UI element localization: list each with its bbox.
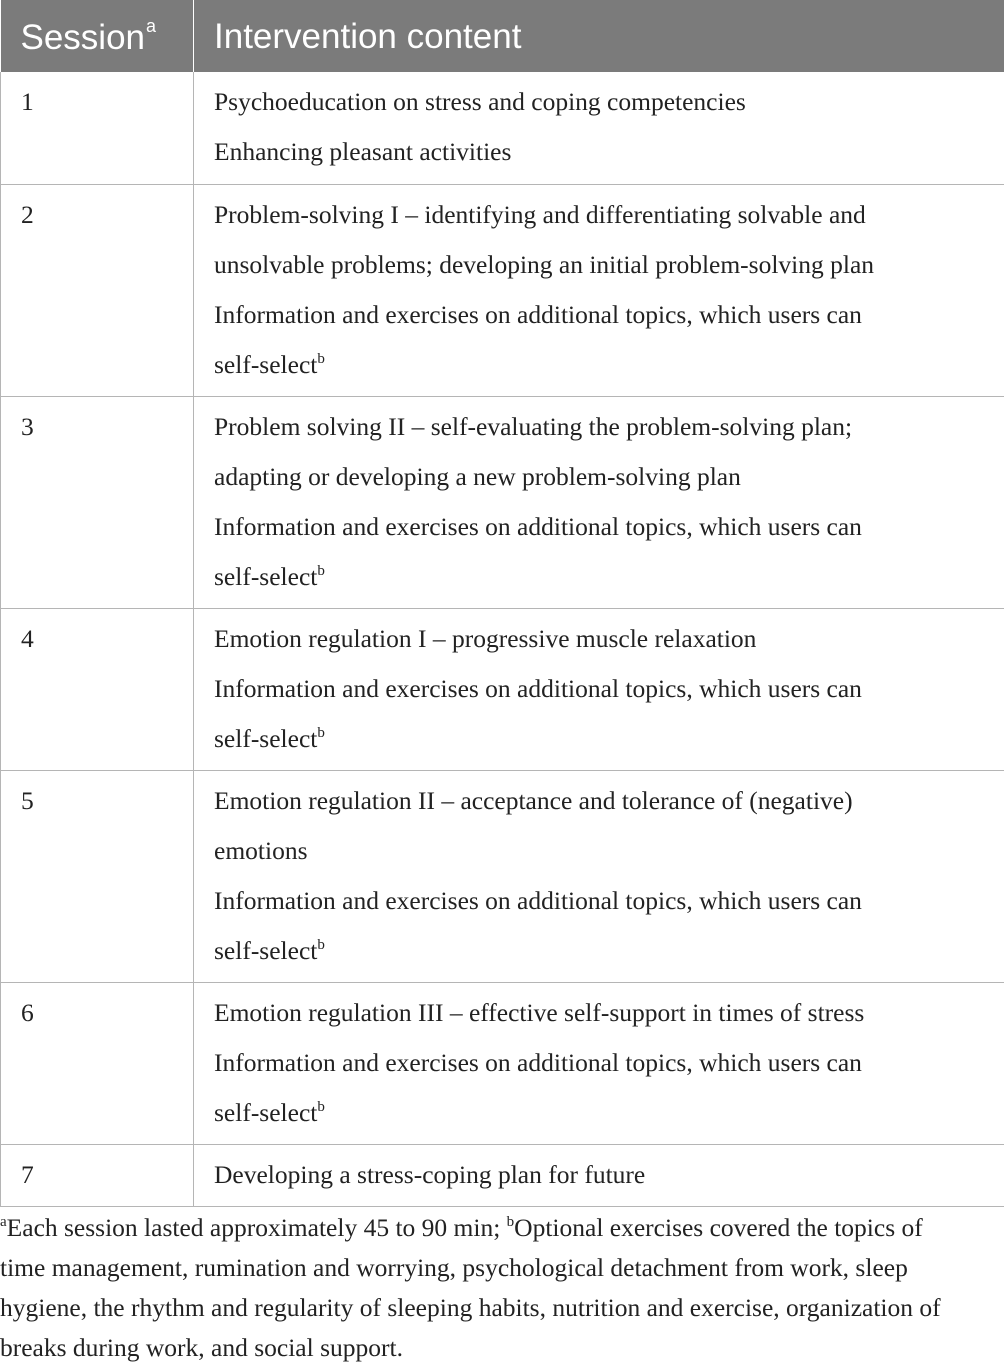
content-line: Information and exercises on additional topics, which users can xyxy=(214,290,994,340)
content-line: Emotion regulation II – acceptance and tolerance of (negative) xyxy=(214,776,994,826)
content-line-with-footnote xyxy=(214,552,994,602)
footnote-line: time management, rumination and worrying, psychological detachment from work, sleep xyxy=(0,1248,1004,1288)
content-column-header: Intervention content xyxy=(194,0,1004,72)
content-line-with-footnote xyxy=(214,926,994,976)
content-line-text: self-select xyxy=(214,724,317,753)
content-line: unsolvable problems; developing an initial problem-solving plan xyxy=(214,240,994,290)
content-line: Problem-solving I – identifying and differentiating solvable and xyxy=(214,190,994,240)
table-row xyxy=(1,770,1004,982)
footnote-line xyxy=(0,1208,1004,1248)
footnote-line: hygiene, the rhythm and regularity of sleeping habits, nutrition and exercise, organization of xyxy=(0,1288,1004,1328)
header-row xyxy=(1,0,1004,72)
content-line: adapting or developing a new problem-solving plan xyxy=(214,452,994,502)
footnote-line: breaks during work, and social support. xyxy=(0,1328,1004,1368)
footnote-marker: b xyxy=(317,563,325,579)
session-number: 7 xyxy=(1,1144,194,1206)
content-line: Developing a stress-coping plan for future xyxy=(214,1150,994,1200)
content-line: Information and exercises on additional topics, which users can xyxy=(214,664,994,714)
intervention-content xyxy=(194,1144,1004,1206)
session-number: 6 xyxy=(1,982,194,1144)
intervention-content xyxy=(194,184,1004,396)
session-header-label: Session xyxy=(21,18,146,57)
intervention-content xyxy=(194,72,1004,184)
content-line-with-footnote xyxy=(214,1088,994,1138)
table-body xyxy=(1,72,1004,1206)
footnote-marker: b xyxy=(317,1099,325,1115)
content-line: Enhancing pleasant activities xyxy=(214,127,994,177)
content-line: Psychoeducation on stress and coping competencies xyxy=(214,77,994,127)
table-row xyxy=(1,608,1004,770)
content-line: Information and exercises on additional topics, which users can xyxy=(214,502,994,552)
content-line: emotions xyxy=(214,826,994,876)
table-row xyxy=(1,184,1004,396)
table-row xyxy=(1,396,1004,608)
intervention-content xyxy=(194,608,1004,770)
content-line-text: self-select xyxy=(214,350,317,379)
content-line-with-footnote xyxy=(214,340,994,390)
content-line: Emotion regulation III – effective self-support in times of stress xyxy=(214,988,994,1038)
session-header-footnote-marker: a xyxy=(146,16,156,36)
intervention-content xyxy=(194,982,1004,1144)
footnote-text-a: Each session lasted approximately 45 to 90 min; xyxy=(7,1213,507,1242)
session-number: 3 xyxy=(1,396,194,608)
footnote-marker: b xyxy=(317,937,325,953)
table-row xyxy=(1,1144,1004,1206)
content-line: Emotion regulation I – progressive muscle relaxation xyxy=(214,614,994,664)
session-column-header xyxy=(1,0,194,72)
content-line-with-footnote xyxy=(214,714,994,764)
content-line: Problem solving II – self-evaluating the problem-solving plan; xyxy=(214,402,994,452)
intervention-content xyxy=(194,396,1004,608)
footnote-text-b: Optional exercises covered the topics of xyxy=(514,1213,923,1242)
footnote-marker-a: a xyxy=(0,1214,7,1230)
session-number: 2 xyxy=(1,184,194,396)
footnote-marker: b xyxy=(317,725,325,741)
footnote-marker: b xyxy=(317,351,325,367)
session-number: 5 xyxy=(1,770,194,982)
content-line-text: self-select xyxy=(214,1098,317,1127)
content-line-text: self-select xyxy=(214,936,317,965)
table-row xyxy=(1,982,1004,1144)
session-number: 1 xyxy=(1,72,194,184)
content-line: Information and exercises on additional topics, which users can xyxy=(214,876,994,926)
footnote-marker-b: b xyxy=(507,1214,515,1230)
content-line-text: self-select xyxy=(214,562,317,591)
content-line: Information and exercises on additional topics, which users can xyxy=(214,1038,994,1088)
table-header xyxy=(1,0,1004,72)
intervention-content xyxy=(194,770,1004,982)
table-row xyxy=(1,72,1004,184)
session-number: 4 xyxy=(1,608,194,770)
table-footnote xyxy=(0,1208,1004,1368)
